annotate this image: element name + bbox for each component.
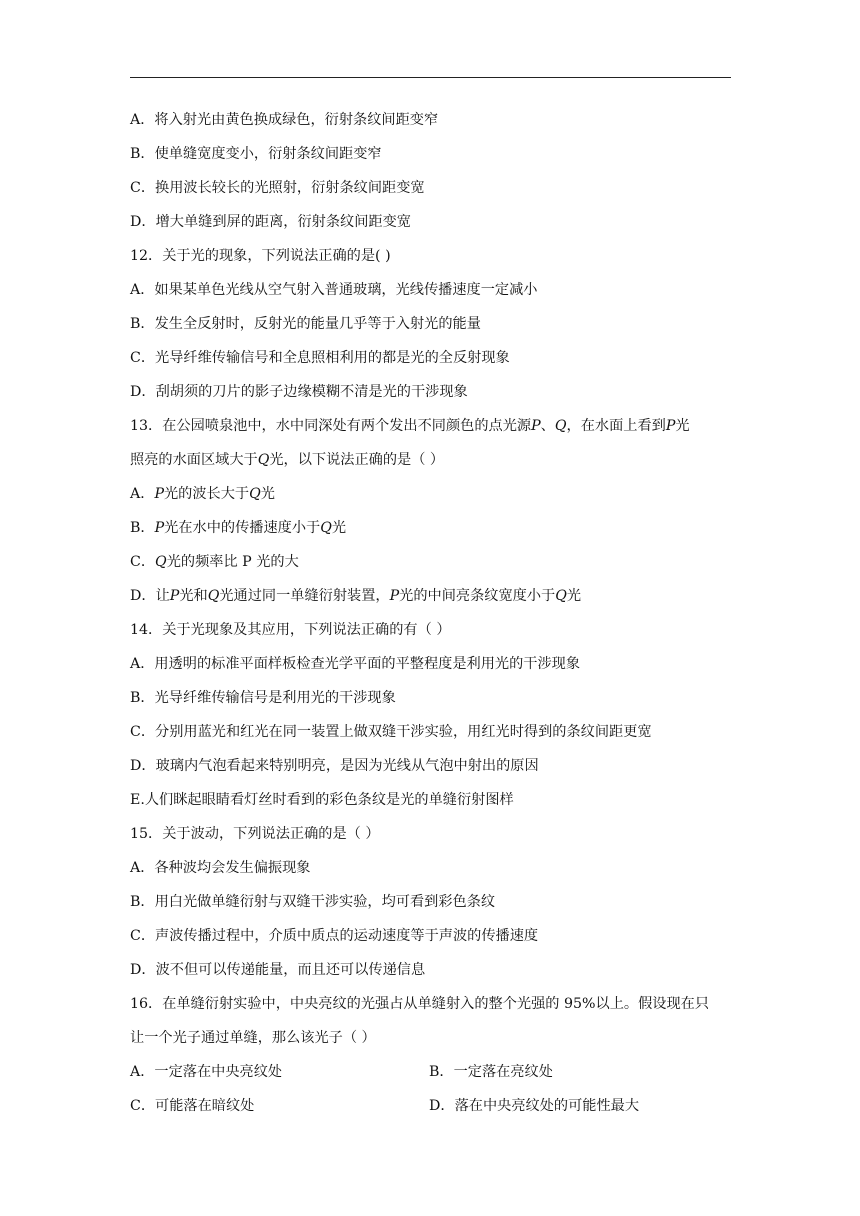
q14-option-b: B．光导纤维传输信号是利用光的干涉现象 (130, 690, 396, 706)
q15-option-b: B．用白光做单缝衍射与双缝干涉实验，均可看到彩色条纹 (130, 894, 496, 910)
q16-option-a: A．一定落在中央亮纹处 (130, 1064, 283, 1080)
symbol-p: P (169, 588, 180, 604)
q13-option-b (130, 518, 346, 538)
q15-option-d: D．波不但可以传递能量，而且还可以传递信息 (130, 962, 426, 978)
q13-stem-text: 照亮的水面区域大于 (130, 452, 258, 468)
symbol-p: P (531, 418, 541, 434)
q15-stem: 15．关于波动，下列说法正确的是（ ） (130, 826, 380, 842)
option-text: 光的中间亮条纹宽度小于 (399, 588, 556, 604)
option-text: 光 (331, 520, 347, 536)
q16-stem-line2: 让一个光子通过单缝，那么该光子（ ） (130, 1030, 376, 1046)
symbol-q: Q (320, 520, 332, 536)
q15-option-a: A．各种波均会发生偏振现象 (130, 860, 311, 876)
q13-stem-text: ，在水面上看到 (566, 418, 666, 434)
option-text: 光在水中的传播速度小于 (164, 520, 321, 536)
q13-stem-line2 (130, 450, 444, 470)
q14-option-c: C．分别用蓝光和红光在同一装置上做双缝干涉实验，用红光时得到的条纹间距更宽 (130, 724, 652, 740)
q13-option-a (130, 484, 275, 504)
q12-option-a: A．如果某单色光线从空气射入普通玻璃，光线传播速度一定减小 (130, 282, 538, 298)
symbol-p: P (154, 520, 165, 536)
q11-option-d: D．增大单缝到屏的距离，衍射条纹间距变宽 (130, 214, 411, 230)
separator: 、 (540, 418, 555, 434)
q16-option-b: B．一定落在亮纹处 (429, 1064, 553, 1080)
symbol-q: Q (207, 588, 220, 604)
symbol-q: Q (257, 452, 270, 468)
q11-option-b: B．使单缝宽度变小，衍射条纹间距变窄 (130, 146, 382, 162)
q11-option-a: A．将入射光由黄色换成绿色，衍射条纹间距变窄 (130, 112, 439, 128)
q14-stem: 14．关于光现象及其应用，下列说法正确的有（ ） (130, 622, 451, 638)
option-text: 光 (566, 588, 582, 604)
option-text: 光的波长大于 (163, 486, 250, 502)
q14-option-a: A．用透明的标准平面样板检查光学平面的平整程度是利用光的干涉现象 (130, 656, 581, 672)
q13-stem-text: 光，以下说法正确的是（ ） (269, 452, 445, 468)
q12-option-d: D．刮胡须的刀片的影子边缘模糊不清是光的干涉现象 (130, 384, 468, 400)
q13-option-d (130, 586, 581, 606)
q14-option-e: E.人们眯起眼睛看灯丝时看到的彩色条纹是光的单缝衍射图样 (130, 792, 514, 808)
symbol-p: P (389, 588, 400, 604)
q16-option-c: C．可能落在暗纹处 (130, 1098, 255, 1114)
symbol-q: Q (249, 486, 261, 502)
header-rule (130, 77, 731, 78)
option-label: B． (130, 520, 155, 536)
option-label: A． (130, 486, 155, 502)
q13-option-c (130, 552, 299, 572)
q14-option-d: D．玻璃内气泡看起来特别明亮，是因为光线从气泡中射出的原因 (130, 758, 539, 774)
q12-stem: 12．关于光的现象，下列说法正确的是( ) (130, 248, 391, 264)
option-text: 光和 (179, 588, 208, 604)
option-text: 光 (260, 486, 275, 502)
q13-stem-text: 13．在公园喷泉池中，水中同深处有两个发出不同颜色的点光源 (130, 418, 532, 434)
symbol-q: Q (554, 418, 567, 434)
q13-stem-line1 (130, 416, 690, 436)
q12-option-c: C．光导纤维传输信号和全息照相利用的都是光的全反射现象 (130, 350, 510, 366)
q12-option-b: B．发生全反射时，反射光的能量几乎等于入射光的能量 (130, 316, 481, 332)
symbol-p: P (665, 418, 676, 434)
q15-option-c: C．声波传播过程中，介质中质点的运动速度等于声波的传播速度 (130, 928, 539, 944)
q16-stem-line1: 16．在单缝衍射实验中，中央亮纹的光强占从单缝射入的整个光强的 95%以上。假设现在只 (130, 996, 710, 1012)
q16-option-d: D．落在中央亮纹处的可能性最大 (429, 1098, 640, 1114)
option-label: D．让 (130, 588, 170, 604)
q11-option-c: C．换用波长较长的光照射，衍射条纹间距变宽 (130, 180, 425, 196)
option-text: 光的频率比 P 光的大 (166, 554, 299, 570)
q13-stem-text: 光 (675, 418, 690, 434)
symbol-p: P (154, 486, 164, 502)
symbol-q: Q (155, 554, 167, 570)
symbol-q: Q (555, 588, 567, 604)
option-label: C． (130, 554, 156, 570)
option-text: 光通过同一单缝衍射装置， (219, 588, 390, 604)
